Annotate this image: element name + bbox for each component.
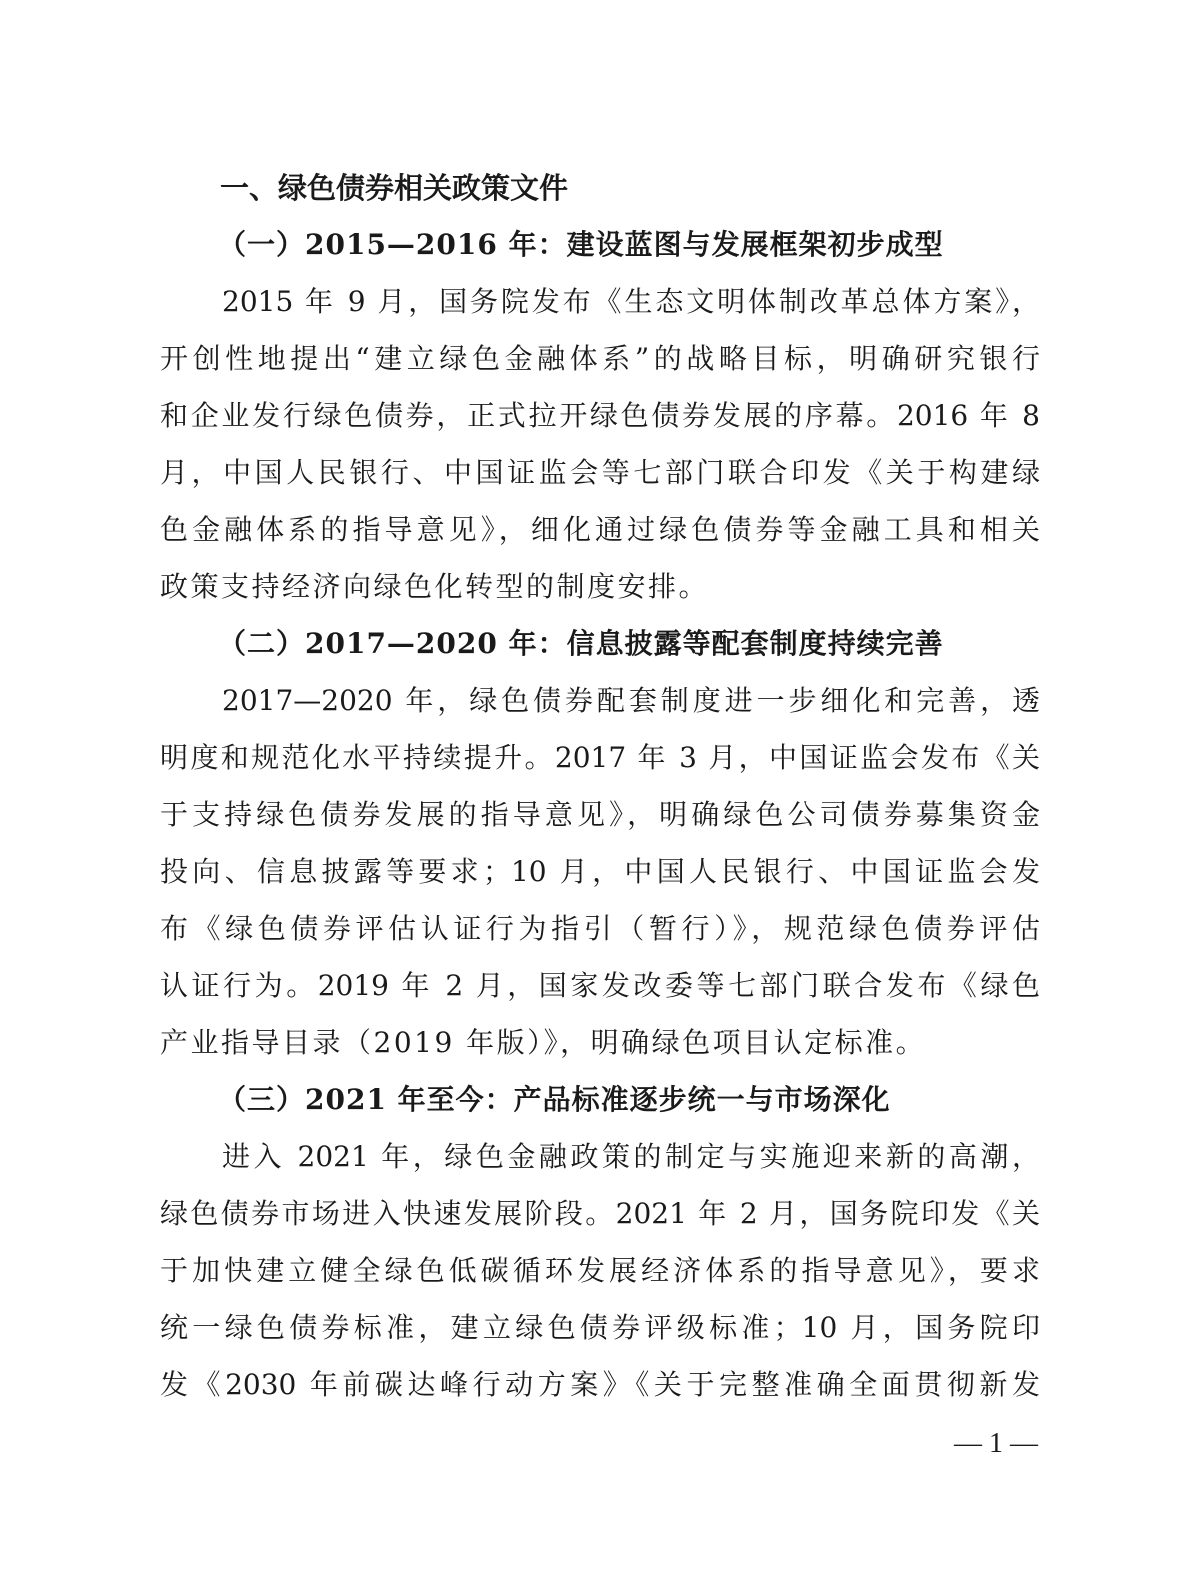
paragraph-line: 2015 年 9 月，国务院发布《生态文明体制改革总体方案》， [222,285,1040,318]
subsection-title-1: （一）2015—2016 年：建设蓝图与发展框架初步成型 [218,228,944,261]
paragraph-line: 绿色债券市场进入快速发展阶段。2021 年 2 月，国务院印发《关 [160,1197,1040,1230]
paragraph-line: 于加快建立健全绿色低碳循环发展经济体系的指导意见》，要求 [160,1254,1040,1287]
paragraph-line: 进入 2021 年，绿色金融政策的制定与实施迎来新的高潮， [222,1140,1040,1173]
paragraph-line: 色金融体系的指导意见》，细化通过绿色债券等金融工具和相关 [160,513,1040,546]
paragraph-line: 投向、信息披露等要求；10 月，中国人民银行、中国证监会发 [160,855,1040,888]
paragraph-line: 认证行为。2019 年 2 月，国家发改委等七部门联合发布《绿色 [160,969,1040,1002]
subsection-title-2: （二）2017—2020 年：信息披露等配套制度持续完善 [218,627,944,660]
paragraph-line: 统一绿色债券标准，建立绿色债券评级标准；10 月，国务院印 [160,1311,1040,1344]
paragraph-line: 产业指导目录（2019 年版）》，明确绿色项目认定标准。 [160,1026,927,1059]
document-body [160,160,1040,1413]
subsection-title-3: （三）2021 年至今：产品标准逐步统一与市场深化 [218,1083,891,1116]
paragraph-line: 2017—2020 年，绿色债券配套制度进一步细化和完善，透 [222,684,1040,717]
paragraph-line: 开创性地提出“建立绿色金融体系”的战略目标，明确研究银行 [160,342,1040,375]
paragraph-3 [160,1128,1040,1413]
section-heading: 一、绿色债券相关政策文件 [220,171,569,205]
paragraph-line: 月，中国人民银行、中国证监会等七部门联合印发《关于构建绿 [160,456,1040,489]
paragraph-line: 发《2030 年前碳达峰行动方案》《关于完整准确全面贯彻新发 [160,1368,1040,1401]
paragraph-line: 布《绿色债券评估认证行为指引（暂行）》，规范绿色债券评估 [160,912,1040,945]
paragraph-2 [160,672,1040,1071]
paragraph-line: 和企业发行绿色债券，正式拉开绿色债券发展的序幕。2016 年 8 [160,399,1040,432]
paragraph-1 [160,273,1040,615]
paragraph-line: 明度和规范化水平持续提升。2017 年 3 月，中国证监会发布《关 [160,741,1040,774]
page-number: — 1 — [954,1428,1038,1459]
paragraph-line: 于支持绿色债券发展的指导意见》，明确绿色公司债券募集资金 [160,798,1040,831]
paragraph-line: 政策支持经济向绿色化转型的制度安排。 [160,570,710,603]
